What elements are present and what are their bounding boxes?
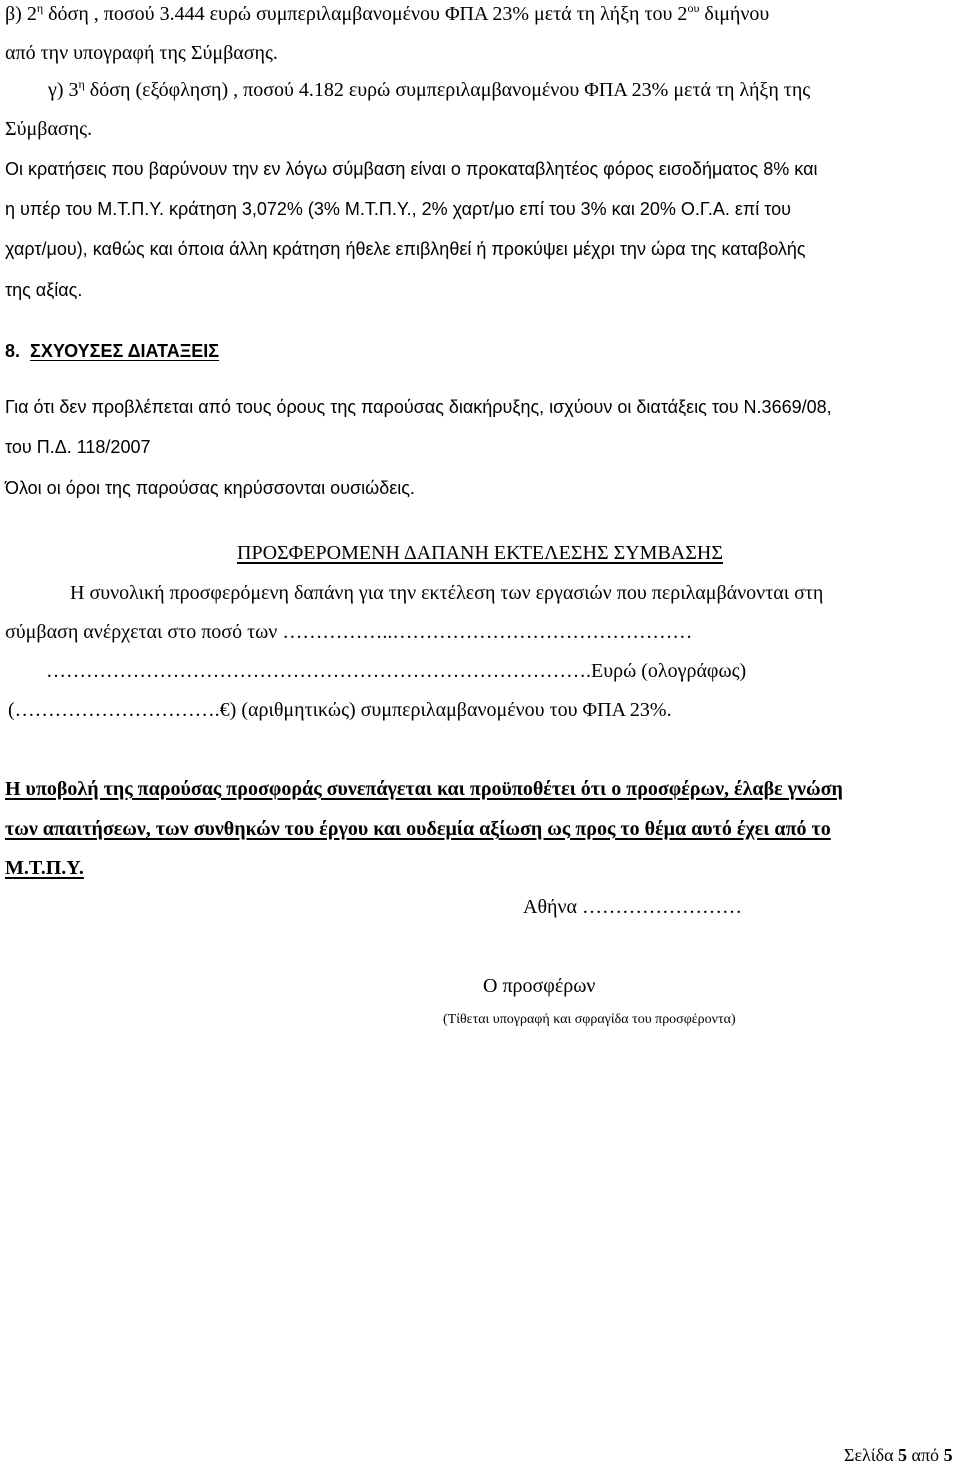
statement-line1: Η υποβολή της παρούσας προσφοράς συνεπάγεται και προϋποθέτει ότι ο προσφέρων, έλαβε γνώση — [5, 778, 843, 800]
installment-b-line1: β) $2^\eta$ δόση , ποσού 3.444 ευρώ συμπεριλαμβανομένου ΦΠΑ 23% μετά τη λήξη του $2^{o\upsilon}$ διμήνου — [5, 1, 770, 25]
offer-heading: ΠΡΟΣΦΕΡΟΜΕΝΗ ΔΑΠΑΝΗ ΕΚΤΕΛΕΣΗΣ ΣΥΜΒΑΣΗΣ — [237, 542, 723, 564]
deductions-line1: Οι κρατήσεις που βαρύνουν την εν λόγω σύμβαση είναι ο προκαταβλητέος φόρος εισοδήματος 8% και — [5, 159, 818, 179]
signature-note: (Τίθεται υπογραφή και σφραγίδα του προσφέροντα) — [443, 1012, 736, 1027]
section-8-number: 8. — [5, 341, 21, 361]
section-8-title: ΣΧΥΟΥΣΕΣ ΔΙΑΤΑΞΕΙΣ — [30, 341, 220, 361]
signature-offeror: Ο προσφέρων — [483, 975, 596, 997]
statement-line3: Μ.Τ.Π.Υ. — [5, 857, 84, 879]
offer-line2: σύμβαση ανέρχεται στο ποσό των ……………..……………………………………… — [5, 621, 693, 643]
page-number-footer: Σελίδα 5 από 5 — [844, 1445, 953, 1465]
section-8-heading — [5, 342, 219, 360]
section-8-line1: Για ότι δεν προβλέπεται από τους όρους της παρούσας διακήρυξης, ισχύουν οι διατάξεις του Ν.3669/08, — [5, 397, 832, 417]
deductions-line4: της αξίας. — [5, 280, 83, 300]
signature-place: Αθήνα …………………… — [523, 896, 743, 918]
section-8-line3: Όλοι οι όροι της παρούσας κηρύσσονται ουσιώδεις. — [5, 478, 415, 498]
section-8-line2: του Π.Δ. 118/2007 — [5, 437, 151, 457]
installment-c-line2: Σύμβασης. — [5, 118, 93, 140]
deductions-line3: χαρτ/μου), καθώς και όποια άλλη κράτηση ήθελε επιβληθεί ή προκύψει μέχρι την ώρα της καταβολής — [5, 239, 806, 259]
deductions-line2: η υπέρ του Μ.Τ.Π.Υ. κράτηση 3,072% (3% Μ.Τ.Π.Υ., 2% χαρτ/μο επί του 3% και 20% Ο.Γ.Α. επί του — [5, 199, 791, 219]
offer-line4: (………………………….€) (αριθμητικώς) συμπεριλαμβανομένου του ΦΠΑ 23%. — [8, 699, 672, 721]
offer-line1: Η συνολική προσφερόμενη δαπάνη για την εκτέλεση των εργασιών που περιλαμβάνονται στη — [70, 582, 824, 604]
offer-line3: ……………………………………………………………………….Ευρώ (ολογράφως) — [46, 660, 747, 682]
installment-c-line1: γ) $3^\eta$ δόση (εξόφληση) , ποσού 4.182 ευρώ συμπεριλαμβανομένου ΦΠΑ 23% μετά τη λήξη της — [48, 77, 811, 101]
statement-line2: των απαιτήσεων, των συνθηκών του έργου και ουδεμία αξίωση ως προς το θέμα αυτό έχει από το — [5, 818, 831, 840]
installment-b-line2: από την υπογραφή της Σύμβασης. — [5, 42, 278, 64]
